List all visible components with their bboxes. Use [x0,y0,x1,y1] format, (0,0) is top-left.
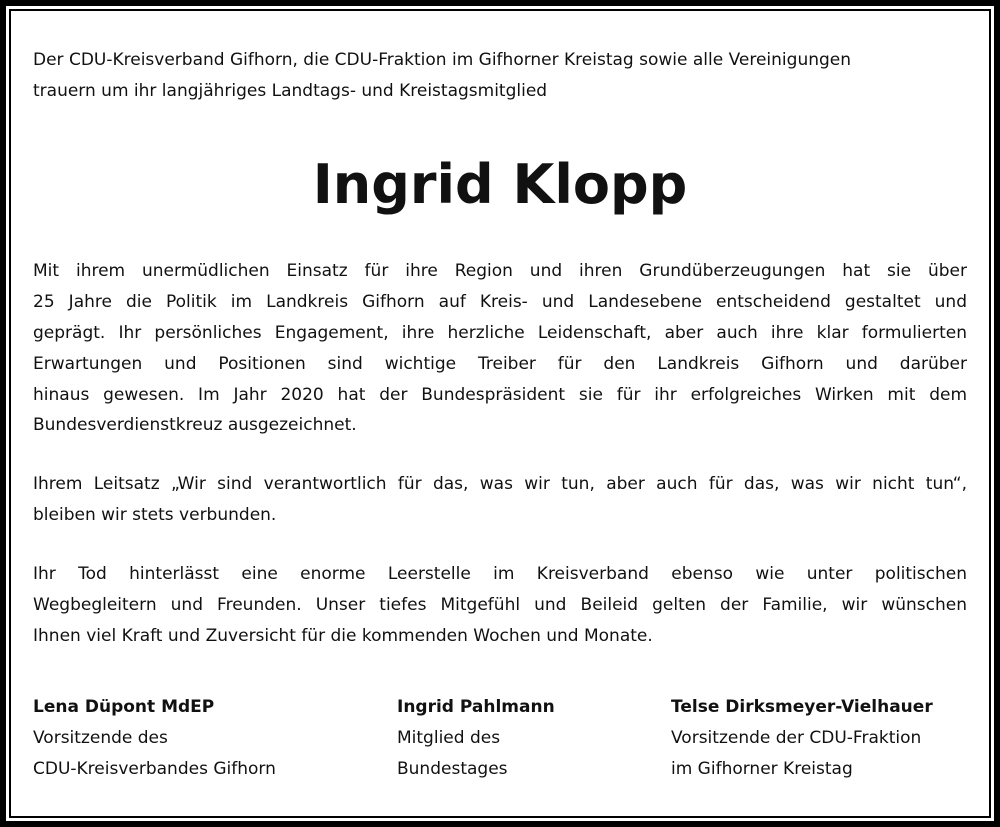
signatory-role: Vorsitzende der CDU-Fraktion [671,728,922,748]
intro-line: trauern um ihr langjähriges Landtags- und Kreistagsmitglied [33,81,548,101]
intro-line: Der CDU-Kreisverband Gifhorn, die CDU-Fraktion im Gifhorner Kreistag sowie alle Vereinigungen [33,50,852,70]
signatory-role: im Gifhorner Kreistag [671,759,853,779]
paragraph-line: Bundesverdienstkreuz ausgezeichnet. [33,415,357,435]
signatory-role: Vorsitzende des [33,728,168,748]
paragraph-line: Mit ihrem unermüdlichen Einsatz für ihre Region und ihren Grundüberzeugungen hat sie über [33,261,967,281]
paragraph-line: Ihrem Leitsatz „Wir sind verantwortlich für das, was wir tun, aber auch für das, was wir nicht tun“, [33,474,967,494]
paragraph-line: Erwartungen und Positionen sind wichtige Treiber für den Landkreis Gifhorn und darüber [33,354,967,374]
paragraph-line: Ihnen viel Kraft und Zuversicht für die kommenden Wochen und Monate. [33,626,653,646]
signatory-name: Telse Dirksmeyer-Vielhauer [671,697,933,717]
paragraph-line: 25 Jahre die Politik im Landkreis Gifhorn auf Kreis- und Landesebene entscheidend gestaltet und [33,292,967,312]
paragraph-line: Ihr Tod hinterlässt eine enorme Leerstelle im Kreisverband ebenso wie unter politischen [33,564,967,584]
paragraph-line: hinaus gewesen. Im Jahr 2020 hat der Bundespräsident sie für ihr erfolgreiches Wirken mit dem [33,385,967,405]
signatory-name: Ingrid Pahlmann [397,697,555,717]
signatory-role: Bundestages [397,759,508,779]
paragraph-line: bleiben wir stets verbunden. [33,505,277,525]
deceased-name: Ingrid Klopp [312,153,688,216]
signatory-role: CDU-Kreisverbandes Gifhorn [33,759,276,779]
paragraph-line: Wegbegleitern und Freunden. Unser tiefes Mitgefühl und Beileid gelten der Familie, wir wünschen [33,595,967,615]
signatory-role: Mitglied des [397,728,501,748]
signatory-name: Lena Düpont MdEP [33,697,215,717]
paragraph-line: geprägt. Ihr persönliches Engagement, ihre herzliche Leidenschaft, aber auch ihre klar formulierten [33,323,967,343]
